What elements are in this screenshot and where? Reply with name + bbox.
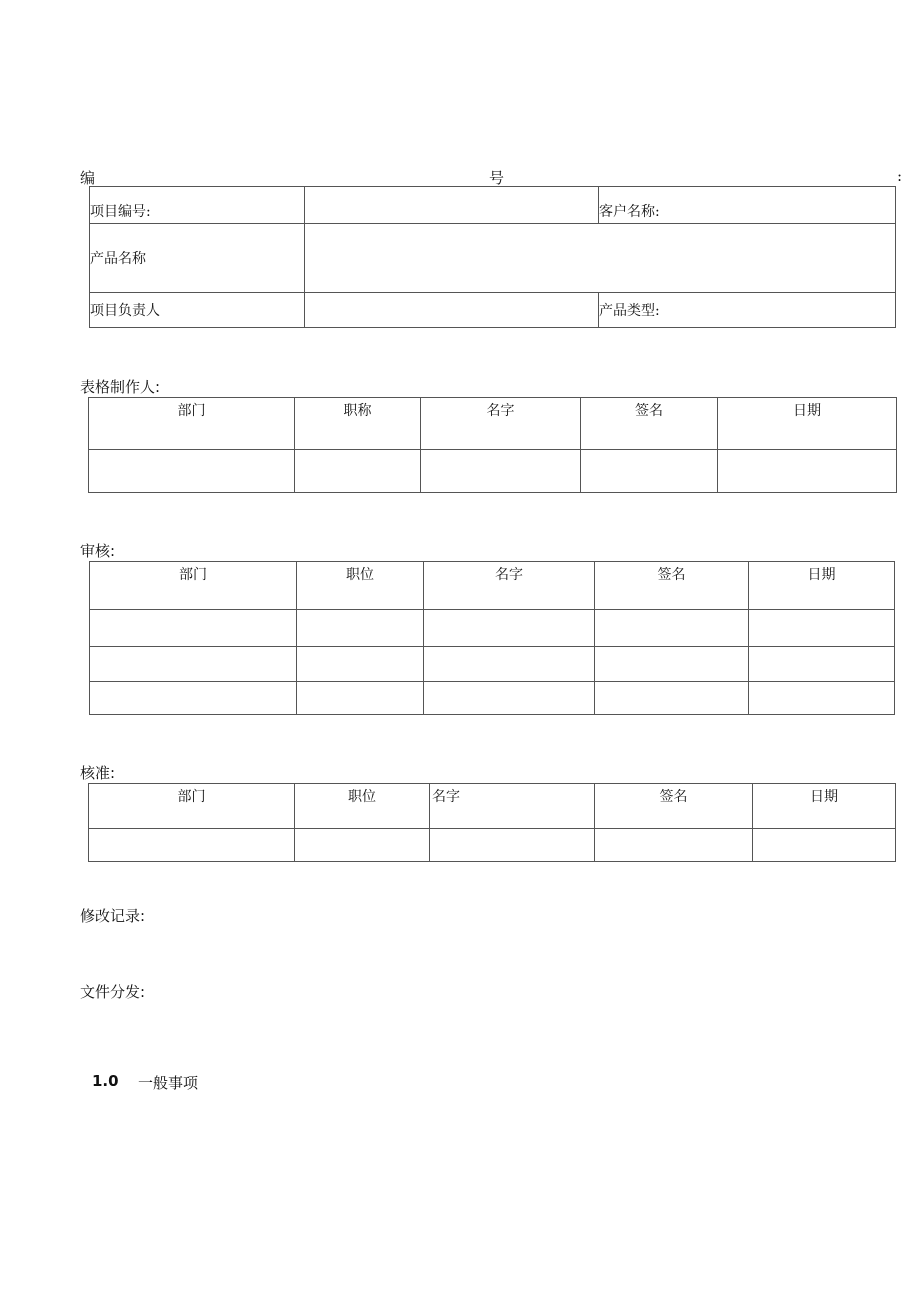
review-cell[interactable]: [297, 682, 424, 715]
maker-table: [88, 397, 897, 493]
maker-header-date: 日期: [718, 398, 897, 450]
review-table: [89, 561, 895, 715]
review-header-name: 名字: [424, 562, 595, 610]
approve-table: [88, 783, 896, 862]
owner-row: [90, 293, 896, 328]
distribution-title: 文件分发:: [80, 983, 146, 1001]
review-cell[interactable]: [90, 610, 297, 647]
review-header-sign: 签名: [595, 562, 749, 610]
maker-cell-date[interactable]: [718, 450, 897, 493]
approve-header-row: [89, 784, 896, 829]
review-cell[interactable]: [424, 610, 595, 647]
review-cell[interactable]: [595, 610, 749, 647]
project-info-table: [89, 186, 896, 328]
review-cell[interactable]: [749, 610, 895, 647]
product-type-label: 产品类型:: [599, 303, 660, 319]
review-cell[interactable]: [90, 647, 297, 682]
review-cell[interactable]: [424, 682, 595, 715]
review-row: [90, 610, 895, 647]
review-title: 审核:: [80, 542, 116, 560]
section-title: 一般事项: [138, 1074, 199, 1092]
review-header-dept: 部门: [90, 562, 297, 610]
maker-cell-title[interactable]: [295, 450, 421, 493]
serial-label-left: 编: [80, 169, 96, 187]
serial-colon: :: [897, 167, 903, 185]
approve-header-date: 日期: [753, 784, 896, 829]
maker-header-row: [89, 398, 897, 450]
review-cell[interactable]: [297, 647, 424, 682]
approve-title: 核准:: [80, 764, 116, 782]
maker-cell-name[interactable]: [421, 450, 581, 493]
approve-header-sign: 签名: [595, 784, 753, 829]
section-number: 1.0: [92, 1072, 119, 1090]
review-row: [90, 647, 895, 682]
review-cell[interactable]: [749, 682, 895, 715]
maker-header-title: 职称: [295, 398, 421, 450]
project-no-row: [90, 187, 896, 224]
revision-title: 修改记录:: [80, 907, 146, 925]
customer-label-cell[interactable]: [599, 187, 896, 224]
approve-cell[interactable]: [295, 829, 430, 862]
project-no-label: 项目编号:: [90, 187, 305, 224]
review-header-date: 日期: [749, 562, 895, 610]
maker-row: [89, 450, 897, 493]
approve-header-dept: 部门: [89, 784, 295, 829]
approve-row: [89, 829, 896, 862]
product-name-row: [90, 224, 896, 293]
review-cell[interactable]: [749, 647, 895, 682]
approve-cell[interactable]: [595, 829, 753, 862]
review-cell[interactable]: [595, 682, 749, 715]
approve-cell[interactable]: [89, 829, 295, 862]
maker-cell-dept[interactable]: [89, 450, 295, 493]
maker-header-sign: 签名: [581, 398, 718, 450]
maker-header-dept: 部门: [89, 398, 295, 450]
review-header-row: [90, 562, 895, 610]
approve-cell[interactable]: [753, 829, 896, 862]
approve-header-name: 名字: [430, 784, 595, 829]
maker-title: 表格制作人:: [80, 378, 161, 396]
review-cell[interactable]: [297, 610, 424, 647]
customer-label: 客户名称:: [599, 204, 660, 220]
product-name-label: 产品名称: [90, 224, 305, 293]
maker-cell-sign[interactable]: [581, 450, 718, 493]
review-row: [90, 682, 895, 715]
maker-header-name: 名字: [421, 398, 581, 450]
owner-field[interactable]: [305, 293, 599, 328]
product-type-cell[interactable]: [599, 293, 896, 328]
review-cell[interactable]: [595, 647, 749, 682]
serial-label-mid: 号: [489, 169, 505, 187]
approve-cell[interactable]: [430, 829, 595, 862]
owner-label: 项目负责人: [90, 293, 305, 328]
review-cell[interactable]: [424, 647, 595, 682]
product-name-field[interactable]: [305, 224, 896, 293]
review-header-position: 职位: [297, 562, 424, 610]
project-no-field[interactable]: [305, 187, 599, 224]
approve-header-position: 职位: [295, 784, 430, 829]
review-cell[interactable]: [90, 682, 297, 715]
